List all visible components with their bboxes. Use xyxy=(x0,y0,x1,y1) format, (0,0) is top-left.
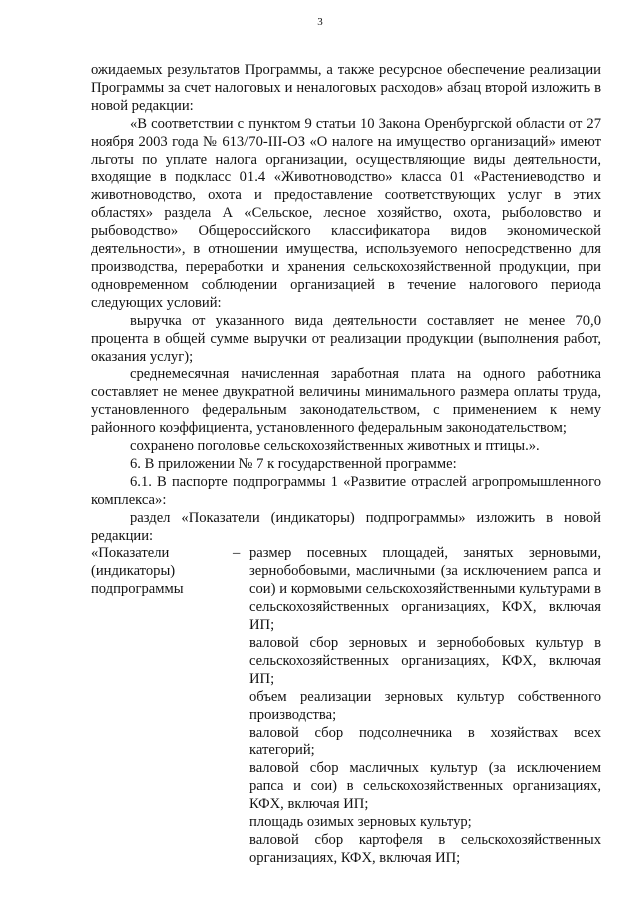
paragraph: среднемесячная начисленная заработная плата на одного работника составляет не менее двукратной величины минимального размера оплаты труда, установленного федеральным законодательством, с применением к нему районного коэффициента, установленного федеральным законодательством; xyxy=(91,366,601,437)
indicator-item: объем реализации зерновых культур собственного производства; xyxy=(249,688,601,723)
paragraph: выручка от указанного вида деятельности составляет не менее 70,0 процента в общей сумме выручки от реализации продукции (выполнения работ, оказания услуг); xyxy=(91,312,601,365)
indicator-item: валовой сбор зерновых и зернобобовых культур в сельскохозяйственных организациях, КФХ, включая ИП; xyxy=(249,635,601,687)
paragraph: ожидаемых результатов Программы, а также ресурсное обеспечение реализации Программы за счет налоговых и неналоговых расходов» абзац второй изложить в новой редакции: xyxy=(91,62,601,114)
indicator-item: площадь озимых зерновых культур; xyxy=(249,814,472,831)
paragraph: сохранено поголовье сельскохозяйственных животных и птицы.». xyxy=(130,438,540,455)
indicator-item: валовой сбор подсолнечника в хозяйствах всех категорий; xyxy=(249,724,601,759)
indicators-label: «Показатели (индикаторы) подпрограммы xyxy=(91,545,184,598)
paragraph: 6.1. В паспорте подпрограммы 1 «Развитие отраслей агропромышленного комплекса»: xyxy=(91,473,601,508)
paragraph: раздел «Показатели (индикаторы) подпрограммы» изложить в новой редакции: xyxy=(91,509,601,544)
indicator-item: размер посевных площадей, занятых зерновыми, зернобобовыми, масличными (за исключением рапса и сои) и кормовыми сельскохозяйственными культурами в сельскохозяйственных организациях, КФХ, включая ИП; xyxy=(249,545,601,634)
indicators-list xyxy=(249,545,601,867)
paragraph: 6. В приложении № 7 к государственной программе: xyxy=(130,455,457,472)
indicators-section xyxy=(91,545,601,867)
document-body xyxy=(91,62,601,868)
indicator-item: валовой сбор масличных культур (за исключением рапса и сои) в сельскохозяйственных организациях, КФХ, включая ИП; xyxy=(249,760,601,813)
page-number: 3 xyxy=(317,16,323,28)
indicators-dash: – xyxy=(233,545,241,562)
indicator-item: валовой сбор картофеля в сельскохозяйственных организациях, КФХ, включая ИП; xyxy=(249,831,601,866)
paragraph: «В соответствии с пунктом 9 статьи 10 Закона Оренбургской области от 27 ноября 2003 года № 613/70-III-ОЗ «О налоге на имущество организаций» имеют льготы по уплате налога организации, осуществляющие виды деятельности, входящие в подкласс 01.4 «Животноводство» класса 01 «Растениеводство и животноводство, охота и предоставление соответствующих услуг в этих областях» раздела А «Сельское, лесное хозяйство, охота, рыболовство и рыбоводство» Общероссийского классификатора видов экономической деятельности», в отношении имущества, используемого непосредственно для производства, переработки и хранения сельскохозяйственной продукции, при одновременном соблюдении организацией в течение налогового периода следующих условий: xyxy=(91,115,601,311)
